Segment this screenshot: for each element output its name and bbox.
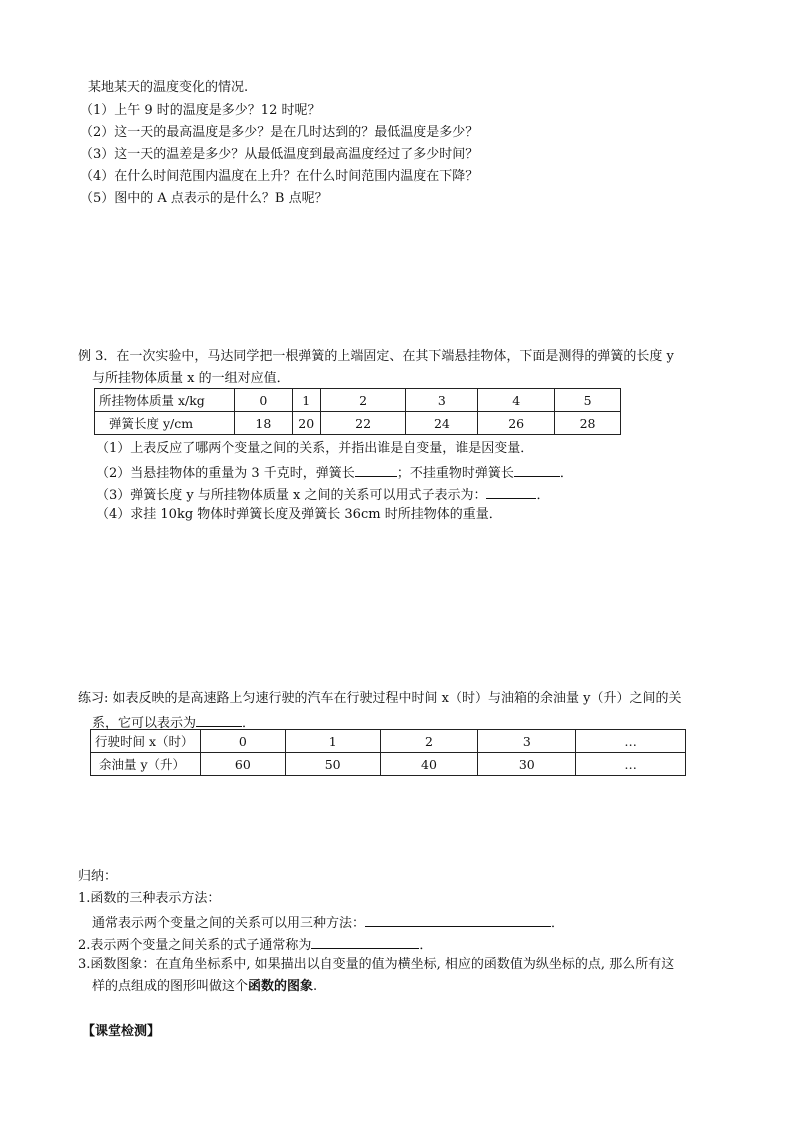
fuel-table-cell: 50 (285, 753, 380, 776)
fuel-table-cell: 1 (285, 730, 380, 753)
spring-table-cell: 3 (406, 389, 478, 412)
summary-heading: 归纳： (78, 869, 118, 884)
spring-table-cell: 5 (555, 389, 621, 412)
answer-blank[interactable] (355, 463, 397, 477)
practice-statement-text-b: ． (242, 716, 256, 731)
spring-table-cell: 2 (320, 389, 406, 412)
example2-question-4: （4）在什么时间范围内温度在上升？在什么时间范围内温度在下降？ (80, 169, 479, 184)
fuel-table-header-time: 行驶时间 x（时） (91, 730, 201, 753)
summary-item-3-bold-term: 函数的图象 (248, 979, 314, 994)
example3-statement-line1: 例 3．在一次实验中，马达同学把一根弹簧的上端固定、在其下端悬挂物体，下面是测得的弹簧的长度 y (78, 349, 674, 364)
summary-item-1: 1.函数的三种表示方法： (78, 891, 221, 906)
spring-table-cell: 20 (292, 412, 320, 435)
summary-item-2-text-b: ． (419, 938, 433, 953)
answer-blank[interactable] (311, 935, 419, 949)
fuel-table-cell: 3 (478, 730, 576, 753)
fuel-table-cell: 2 (380, 730, 478, 753)
spring-table-row-mass (95, 389, 621, 412)
example3-question-2-text-b: ；不挂重物时弹簧长 (396, 466, 514, 481)
fuel-table-cell: 0 (200, 730, 285, 753)
summary-item-2 (78, 935, 432, 954)
summary-item-1-text-b: ． (551, 916, 565, 931)
spring-table-cell: 18 (234, 412, 292, 435)
fuel-table-cell: 60 (200, 753, 285, 776)
fuel-table-row-time (91, 730, 686, 753)
spring-table-row-length (95, 412, 621, 435)
example3-question-1: （1）上表反应了哪两个变量之间的关系，并指出谁是自变量，谁是因变量． (96, 441, 534, 456)
summary-item-1-detail (92, 913, 564, 932)
example3-question-3 (96, 485, 550, 504)
answer-blank[interactable] (196, 713, 242, 727)
fuel-table-cell: … (576, 730, 686, 753)
spring-table-cell: 22 (320, 412, 406, 435)
example3-question-2-text-a: （2）当悬挂物体的重量为 3 千克时，弹簧长 (96, 466, 355, 481)
answer-blank[interactable] (365, 913, 551, 927)
example3-question-3-text-b: ． (536, 488, 550, 503)
fuel-table-header-fuel: 余油量 y（升） (91, 753, 201, 776)
example3-question-2-text-c: ． (559, 466, 573, 481)
fuel-table-cell: 30 (478, 753, 576, 776)
spring-table-cell: 4 (478, 389, 555, 412)
spring-table-cell: 28 (555, 412, 621, 435)
spring-table-cell: 24 (406, 412, 478, 435)
fuel-table-cell: 40 (380, 753, 478, 776)
summary-item-3-line1: 3.函数图象：在直角坐标系中, 如果描出以自变量的值为横坐标, 相应的函数值为纵坐标的点, 那么所有这 (78, 957, 675, 972)
example2-question-5: （5）图中的 A 点表示的是什么？B 点呢？ (80, 191, 328, 206)
fuel-table-row-fuel (91, 753, 686, 776)
example3-question-3-text-a: （3）弹簧长度 y 与所挂物体质量 x 之间的关系可以用式子表示为： (96, 488, 487, 503)
classroom-test-heading: 【课堂检测】 (82, 1024, 161, 1039)
spring-table-header-mass: 所挂物体质量 x/kg (95, 389, 235, 412)
spring-table-cell: 26 (478, 412, 555, 435)
spring-table-header-length: 弹簧长度 y/cm (95, 412, 235, 435)
example2-intro: 某地某天的温度变化的情况. (88, 80, 249, 95)
spring-table (94, 388, 621, 435)
answer-blank[interactable] (486, 485, 536, 499)
summary-item-2-text-a: 2.表示两个变量之间关系的式子通常称为 (78, 938, 312, 953)
summary-item-3-text-b: 样的点组成的图形叫做这个 (92, 979, 249, 994)
example3-question-2 (96, 463, 573, 482)
practice-statement-text-a: 系，它可以表示为 (92, 716, 197, 731)
example3-statement-line2: 与所挂物体质量 x 的一组对应值． (92, 371, 290, 386)
fuel-table (90, 729, 686, 776)
practice-statement-line1: 练习: 如表反映的是高速路上匀速行驶的汽车在行驶过程中时间 x（时）与油箱的余油量 y（升）之间的关 (78, 691, 682, 706)
summary-item-3-line2 (92, 979, 317, 995)
example3-question-4: （4）求挂 10kg 物体时弹簧长度及弹簧长 36cm 时所挂物体的重量． (96, 507, 502, 522)
example2-question-2: （2）这一天的最高温度是多少？是在几时达到的？最低温度是多少？ (80, 125, 479, 140)
spring-table-cell: 1 (292, 389, 320, 412)
example2-question-3: （3）这一天的温差是多少？从最低温度到最高温度经过了多少时间？ (80, 147, 479, 162)
example2-question-1: （1）上午 9 时的温度是多少？12 时呢？ (80, 103, 321, 118)
summary-item-3-text-c: . (313, 979, 318, 994)
answer-blank[interactable] (514, 463, 560, 477)
summary-item-1-text-a: 通常表示两个变量之间的关系可以用三种方法： (92, 916, 366, 931)
fuel-table-cell: … (576, 753, 686, 776)
spring-table-cell: 0 (234, 389, 292, 412)
